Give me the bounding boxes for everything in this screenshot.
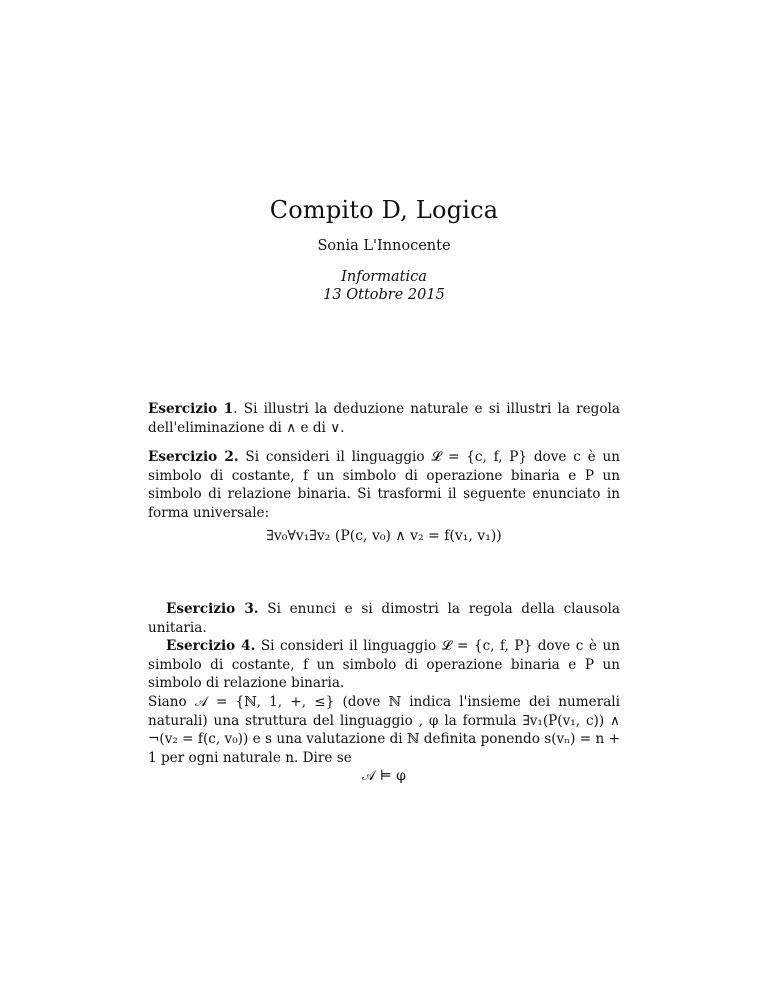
exercise-4-text-continued: Siano 𝒜 = {ℕ, 1, +, ≤} (dove ℕ indica l'insieme dei numerali naturali) una struttura del linguaggio , φ la formula ∃v₁(P(v₁, c)) ∧ ¬(v₂ = f(c, v₀)) e s una valutazione di ℕ definita ponendo s(vₙ) = n + 1 per ogni naturale n. Dire se	[148, 694, 620, 766]
exercise-3	[148, 600, 620, 637]
exercise-3-text: Si enunci e si dimostri la regola della clausola unitaria.	[148, 601, 620, 636]
exercise-3-label: Esercizio 3.	[166, 601, 259, 617]
course-name: Informatica	[341, 269, 427, 285]
exercise-4-text: Si consideri il linguaggio 𝓛 = {c, f, P} dove c è un simbolo di costante, f un simbolo di operazione binaria e P un simbolo di relazione binaria.	[148, 638, 620, 691]
exercise-2-formula: ∃v₀∀v₁∃v₂ (P(c, v₀) ∧ v₂ = f(v₁, v₁))	[266, 528, 502, 544]
author-name: Sonia L'Innocente	[317, 238, 451, 254]
exercise-2	[148, 448, 620, 522]
exercise-4-label: Esercizio 4.	[166, 638, 256, 654]
exercise-1-text: . Si illustri la deduzione naturale e si illustri la regola dell'eliminazione di ∧ e di ∨.	[148, 401, 620, 436]
document-title: Compito D, Logica	[269, 196, 499, 224]
exercise-1-label: Esercizio 1	[148, 401, 234, 417]
exercise-4-formula: 𝒜 ⊨ φ	[362, 768, 406, 784]
exercise-4	[148, 637, 620, 693]
exercise-2-text: Si consideri il linguaggio 𝓛 = {c, f, P} dove c è un simbolo di costante, f un simbolo di operazione binaria e P un simbolo di relazione binaria. Si trasformi il seguente enunciato in forma universale:	[148, 449, 621, 521]
exam-date: 13 Ottobre 2015	[323, 287, 445, 303]
affiliation-block	[0, 268, 768, 304]
exercise-1	[148, 400, 620, 437]
exercise-2-label: Esercizio 2.	[148, 449, 239, 465]
